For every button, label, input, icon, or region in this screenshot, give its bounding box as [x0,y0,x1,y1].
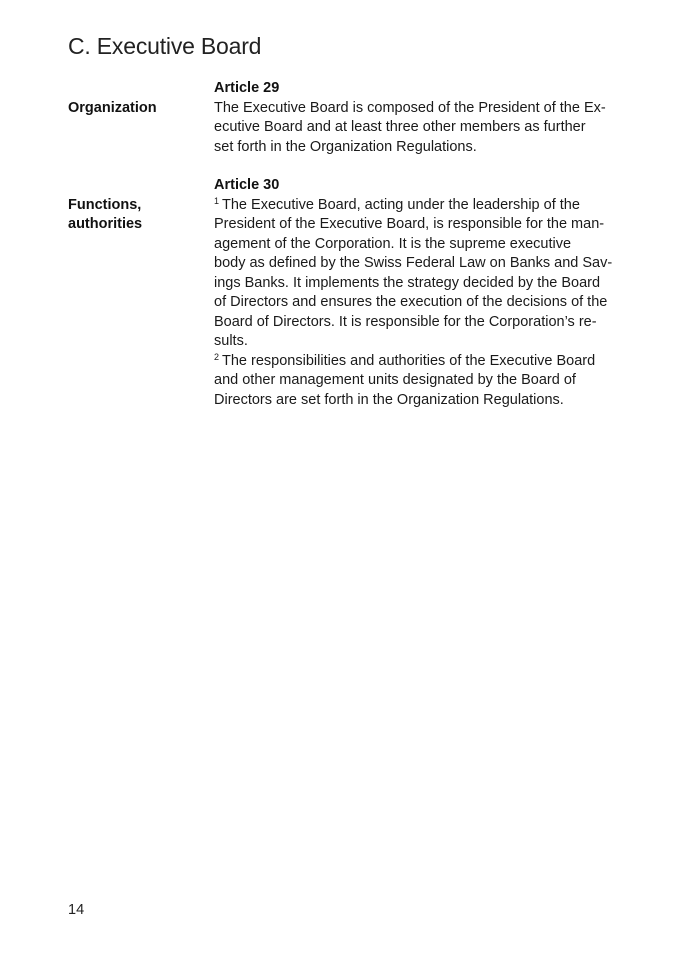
side-label-line: authorities [68,216,143,232]
article-heading: Article 30 [214,177,280,193]
text-line: The Executive Board is composed of the President of the Ex- [214,99,606,116]
page-number: 14 [68,902,85,918]
text-line: ecutive Board and at least three other members as further [214,119,586,135]
paragraph [214,196,614,352]
text-line-content: The responsibilities and authorities of the Executive Board [222,352,596,369]
text-line: set forth in the Organization Regulations. [214,138,477,155]
article-body [214,79,614,157]
text-line: Directors are set forth in the Organization Regulations. [214,391,564,408]
text-line: President of the Executive Board, is responsible for the man- [214,216,605,232]
section-title: C. Executive Board [68,33,262,59]
side-label-line: Organization [68,99,157,116]
text-line: sults. [214,333,248,349]
text-line-content: The Executive Board, acting under the leadership of the [222,196,580,213]
side-label-functions-authorities [68,196,142,235]
text-line: ings Banks. It implements the strategy decided by the Board [214,274,601,291]
paragraph-number: 2 [214,351,220,362]
side-label-line: Functions, [68,196,142,213]
text-line: body as defined by the Swiss Federal Law on Banks and Sav- [214,255,613,271]
text-line: and other management units designated by the Board of [214,372,576,388]
article-body [214,176,614,410]
paragraph [214,352,614,411]
paragraph-number: 1 [214,195,220,206]
text-line: Board of Directors. It is responsible for the Corporation’s re- [214,313,597,330]
side-label-organization [68,99,157,119]
paragraph [214,99,614,158]
text-line [214,196,614,216]
text-line: agement of the Corporation. It is the supreme executive [214,235,572,252]
text-line: of Directors and ensures the execution of the decisions of the [214,294,608,310]
text-line [214,352,614,372]
article-heading: Article 29 [214,80,280,96]
